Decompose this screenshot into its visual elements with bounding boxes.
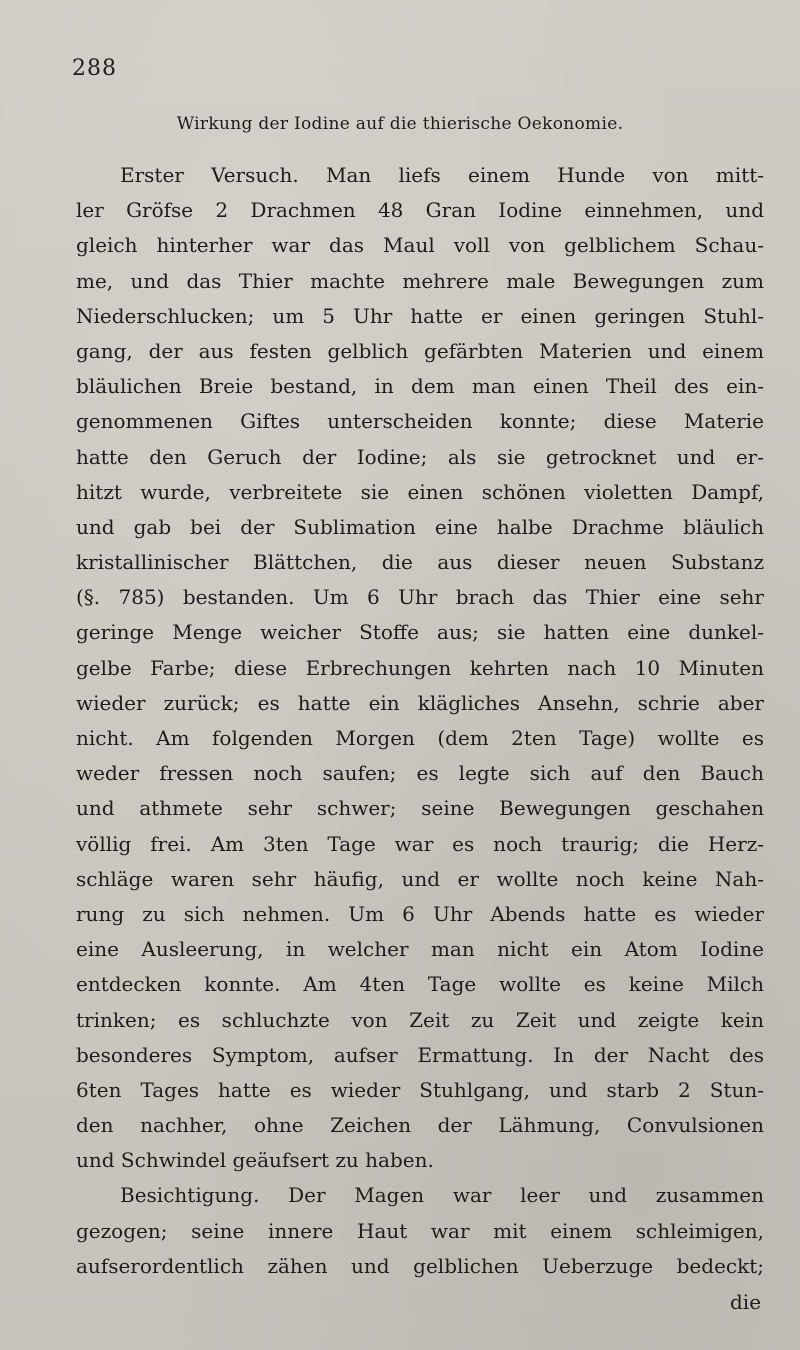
text-line: und Schwindel geäufsert zu haben. (76, 1148, 434, 1173)
text-line: gelbe Farbe; diese Erbrechungen kehrten nach 10 Minuten (76, 655, 764, 680)
text-line: hatte den Geruch der Iodine; als sie getrocknet und er- (76, 444, 764, 469)
body-text (76, 158, 764, 1284)
text-line: besonderes Symptom, aufser Ermattung. In der Nacht des (76, 1042, 764, 1067)
text-line: völlig frei. Am 3ten Tage war es noch traurig; die Herz- (76, 831, 764, 856)
text-line: me, und das Thier machte mehrere male Bewegungen zum (76, 268, 764, 293)
text-line: geringe Menge weicher Stoffe aus; sie hatten eine dunkel- (76, 620, 764, 645)
text-line: bläulichen Breie bestand, in dem man einen Theil des ein- (76, 374, 764, 399)
text-line: den nachher, ohne Zeichen der Lähmung, Convulsionen (76, 1113, 764, 1138)
text-line: gang, der aus festen gelblich gefärbten Materien und einem (76, 338, 764, 363)
text-line: wieder zurück; es hatte ein klägliches Ansehn, schrie aber (76, 690, 764, 715)
page-number: 288 (72, 56, 117, 81)
text-line: ler Gröfse 2 Drachmen 48 Gran Iodine einnehmen, und (76, 198, 764, 223)
text-line: hitzt wurde, verbreitete sie einen schönen violetten Dampf, (76, 479, 764, 504)
text-line: und athmete sehr schwer; seine Bewegungen geschahen (76, 796, 764, 821)
text-line: trinken; es schluchzte von Zeit zu Zeit und zeigte kein (76, 1007, 764, 1032)
catchword: die (730, 1290, 762, 1314)
text-line: entdecken konnte. Am 4ten Tage wollte es keine Milch (76, 972, 764, 997)
text-line: gezogen; seine innere Haut war mit einem schleimigen, (76, 1218, 764, 1243)
text-line: nicht. Am folgenden Morgen (dem 2ten Tage) wollte es (76, 726, 764, 750)
text-line: Erster Versuch. Man liefs einem Hunde von mitt- (120, 163, 764, 187)
text-line: genommenen Giftes unterscheiden konnte; diese Materie (76, 409, 764, 434)
text-line: rung zu sich nehmen. Um 6 Uhr Abends hatte es wieder (76, 901, 764, 926)
text-line: Besichtigung. Der Magen war leer und zusammen (120, 1183, 764, 1208)
text-line: schläge waren sehr häufig, und er wollte noch keine Nah- (76, 866, 764, 891)
text-line: kristallinischer Blättchen, die aus dieser neuen Substanz (76, 550, 764, 575)
text-line: Niederschlucken; um 5 Uhr hatte er einen geringen Stuhl- (76, 303, 764, 328)
text-line: gleich hinterher war das Maul voll von gelblichem Schau- (76, 233, 764, 258)
text-line: eine Ausleerung, in welcher man nicht ein Atom Iodine (76, 937, 764, 962)
text-line: aufserordentlich zähen und gelblichen Ueberzuge bedeckt; (76, 1253, 764, 1278)
text-line: weder fressen noch saufen; es legte sich auf den Bauch (76, 761, 764, 786)
running-head: Wirkung der Iodine auf die thierische Oekonomie. (176, 114, 624, 134)
text-line: und gab bei der Sublimation eine halbe Drachme bläulich (76, 514, 764, 539)
text-line: 6ten Tages hatte es wieder Stuhlgang, und starb 2 Stun- (76, 1077, 764, 1102)
text-line: (§. 785) bestanden. Um 6 Uhr brach das Thier eine sehr (76, 585, 764, 610)
